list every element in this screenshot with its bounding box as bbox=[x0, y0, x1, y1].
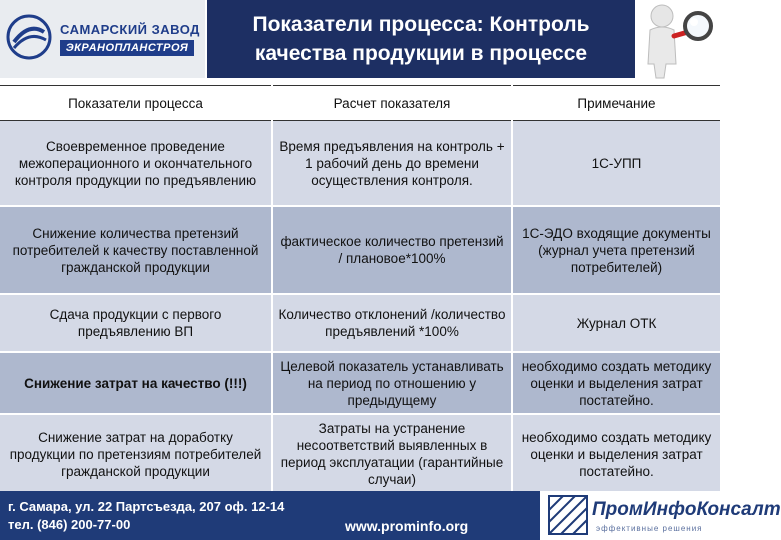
footer bbox=[0, 491, 781, 540]
table-row bbox=[0, 294, 720, 352]
indicator-cell: Снижение затрат на доработку продукции по претензиям потребителей гражданской продукции bbox=[0, 414, 272, 493]
logo-text-line1: САМАРСКИЙ ЗАВОД bbox=[60, 22, 200, 37]
table-row bbox=[0, 414, 720, 493]
table-row bbox=[0, 121, 720, 207]
brand-name: ПромИнфоКонсалт bbox=[592, 499, 781, 520]
page-title-line2: качества продукции в процессе bbox=[254, 42, 588, 65]
column-header-calc: Расчет показателя bbox=[272, 86, 512, 121]
title-box bbox=[207, 0, 635, 78]
factory-emblem-icon bbox=[6, 14, 52, 60]
company-logo bbox=[0, 0, 205, 78]
calc-cell: фактическое количество претензий / плановое*100% bbox=[272, 206, 512, 294]
indicator-cell-highlight: Снижение затрат на качество (!!!) bbox=[0, 352, 272, 414]
column-header-indicator: Показатели процесса bbox=[0, 86, 272, 121]
indicator-cell: Своевременное проведение межоперационного и окончательного контроля продукции по предъявлению bbox=[0, 121, 272, 207]
indicator-cell: Сдача продукции с первого предъявлению ВП bbox=[0, 294, 272, 352]
note-cell: Журнал ОТК bbox=[512, 294, 720, 352]
note-cell: 1С-ЭДО входящие документы (журнал учета претензий потребителей) bbox=[512, 206, 720, 294]
note-cell: необходимо создать методику оценки и выделения затрат постатейно. bbox=[512, 414, 720, 493]
calc-cell: Количество отклонений /количество предъявлений *100% bbox=[272, 294, 512, 352]
column-header-note: Примечание bbox=[512, 86, 720, 121]
header bbox=[0, 0, 720, 82]
note-cell: необходимо создать методику оценки и выделения затрат постатейно. bbox=[512, 352, 720, 414]
calc-cell: Целевой показатель устанавливать на период по отношению у предыдущему bbox=[272, 352, 512, 414]
calc-cell: Затраты на устранение несоответствий выявленных в период эксплуатации (гарантийные случаи) bbox=[272, 414, 512, 493]
table-header-row bbox=[0, 86, 720, 121]
logo-text-line2-box bbox=[60, 40, 194, 56]
footer-contact-band bbox=[0, 491, 540, 540]
page-title-line1: Показатели процесса: Контроль bbox=[252, 13, 590, 36]
table-row bbox=[0, 352, 720, 414]
footer-phone: тел. (846) 200-77-00 bbox=[8, 517, 131, 532]
note-cell: 1С-УПП bbox=[512, 121, 720, 207]
page-title bbox=[207, 10, 635, 68]
calc-cell: Время предъявления на контроль + 1 рабочий день до времени осуществления контроля. bbox=[272, 121, 512, 207]
footer-address: г. Самара, ул. 22 Партсъезда, 207 оф. 12-14 bbox=[8, 499, 285, 514]
magnifier-person-icon bbox=[640, 2, 718, 80]
indicator-cell: Снижение количества претензий потребителей к качеству поставленной гражданской продукции bbox=[0, 206, 272, 294]
brand-tagline: эффективные решения bbox=[596, 524, 703, 533]
table-row bbox=[0, 206, 720, 294]
indicators-table bbox=[0, 85, 720, 493]
logo-text-line2: ЭКРАНОПЛАНСТРОЯ bbox=[65, 42, 189, 54]
brand-grid-icon bbox=[548, 495, 588, 535]
footer-website-link[interactable]: www.prominfo.org bbox=[345, 518, 469, 534]
